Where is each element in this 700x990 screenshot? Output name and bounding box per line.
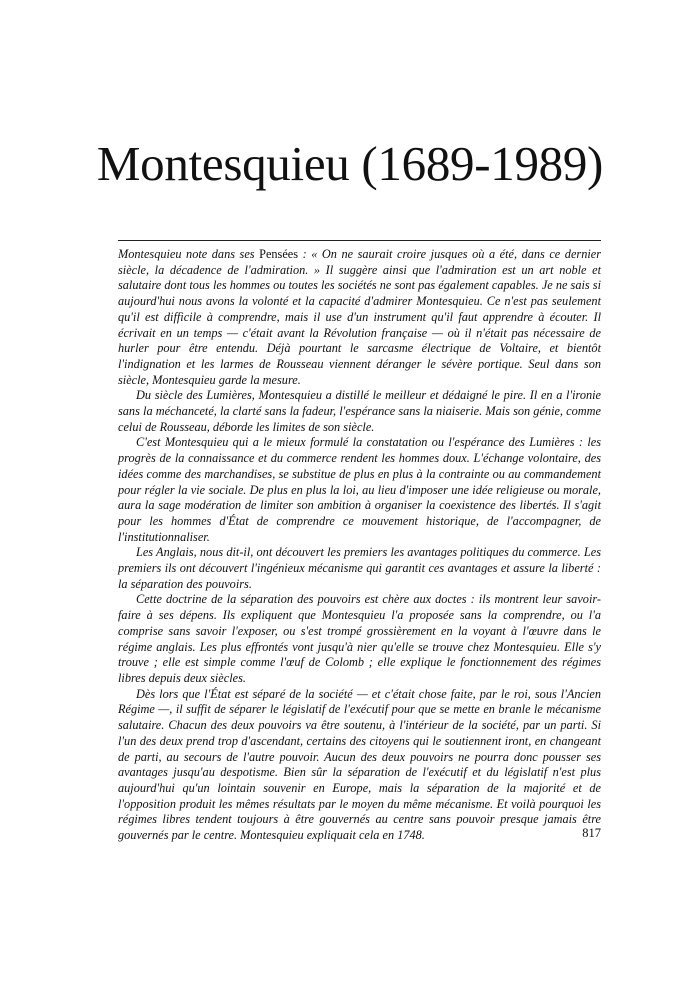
title-divider-accent	[540, 240, 601, 241]
page-number: 817	[582, 826, 601, 840]
paragraph-6: Dès lors que l'État est séparé de la société — et c'était chose faite, par le roi, sous l'Ancien Régime —, il suffit de séparer le législatif de l'exécutif pour que se mette en branle le mécanisme salutaire. Chacun des deux pouvoirs va être soutenu, à l'intérieur de la société, par un parti. Si l'un des deux prend trop d'ascendant, certains des citoyens qui le soutiennent iront, en changeant de parti, au secours de l'autre pouvoir. Aucun des deux pouvoirs ne pourra donc pousser ses avantages jusqu'au despotisme. Bien sûr la séparation de l'exécutif et du législatif n'est plus aujourd'hui qu'un lointain souvenir en Europe, mais la séparation de la majorité et de l'opposition produit les mêmes résultats par le moyen du même mécanisme. Et voilà pourquoi les régimes libres tendent toujours à être gouvernés au centre sans pouvoir presque jamais être gouvernés par le centre. Montesquieu expliquait cela en 1748.	[118, 686, 601, 843]
pensees-title: Pensées	[259, 247, 299, 261]
article-body	[118, 247, 601, 844]
title-divider	[118, 240, 601, 241]
paragraph-3: C'est Montesquieu qui a le mieux formulé la constatation ou l'espérance des Lumières : les progrès de la connaissance et du commerce rendent les hommes doux. L'échange volontaire, des idées comme des marchandises, se substitue de plus en plus à la contrainte ou au commandement pour régler la vie sociale. De plus en plus la loi, au lieu d'imposer une idée religieuse ou morale, aura la sage modération de limiter son ambition à organiser la coexistence des libertés. Il s'agit pour les hommes d'État de comprendre ce mouvement historique, de l'accompagner, de l'institutionnaliser.	[118, 435, 601, 544]
paragraph-1-rest: : « On ne saurait croire jusques où a été, dans ce dernier siècle, la décadence de l'admiration. » Il suggère ainsi que l'admiration est un art noble et salutaire dont tous les hommes ou toutes les sociétés ne sont pas également capables. Je ne sais si aujourd'hui nous avons la volonté et la capacité d'admirer Montesquieu. Ce n'est pas seulement qu'il est difficile à comprendre, mais il use d'un instrument qu'il faut apprendre à écouter. Il écrivait en un temps — c'était avant la Révolution française — où il n'était pas nécessaire de hurler pour être entendu. Déjà pourtant le sarcasme électrique de Voltaire, et bientôt l'indignation et les larmes de Rousseau viennent déranger le sévère portique. Seul dans son siècle, Montesquieu garde la mesure.	[118, 247, 602, 387]
paragraph-5: Cette doctrine de la séparation des pouvoirs est chère aux doctes : ils montrent leur savoir-faire à ses dépens. Ils expliquent que Montesquieu l'a proposée sans la comprendre, ou l'a comprise sans savoir l'exposer, ou s'est trompé grossièrement en la voyant à l'œuvre dans le régime anglais. Les plus effrontés vont jusqu'à nier qu'elle se trouve chez Montesquieu. Elle s'y trouve ; elle est simple comme l'œuf de Colomb ; elle explique le fonctionnement des régimes libres depuis deux siècles.	[118, 592, 601, 685]
paragraph-4: Les Anglais, nous dit-il, ont découvert les premiers les avantages politiques du commerce. Les premiers ils ont découvert l'ingénieux mécanisme qui garantit ces avantages et assure la liberté : la séparation des pouvoirs.	[118, 545, 601, 591]
paragraph-1	[118, 247, 601, 388]
paragraph-2: Du siècle des Lumières, Montesquieu a distillé le meilleur et dédaigné le pire. Il en a l'ironie sans la méchanceté, la clarté sans la fadeur, l'espérance sans la niaiserie. Mais son génie, comme celui de Rousseau, déborde les limites de son siècle.	[118, 388, 601, 434]
page-title: Montesquieu (1689-1989)	[96, 136, 604, 191]
paragraph-1-intro: Montesquieu note dans ses	[118, 247, 260, 261]
